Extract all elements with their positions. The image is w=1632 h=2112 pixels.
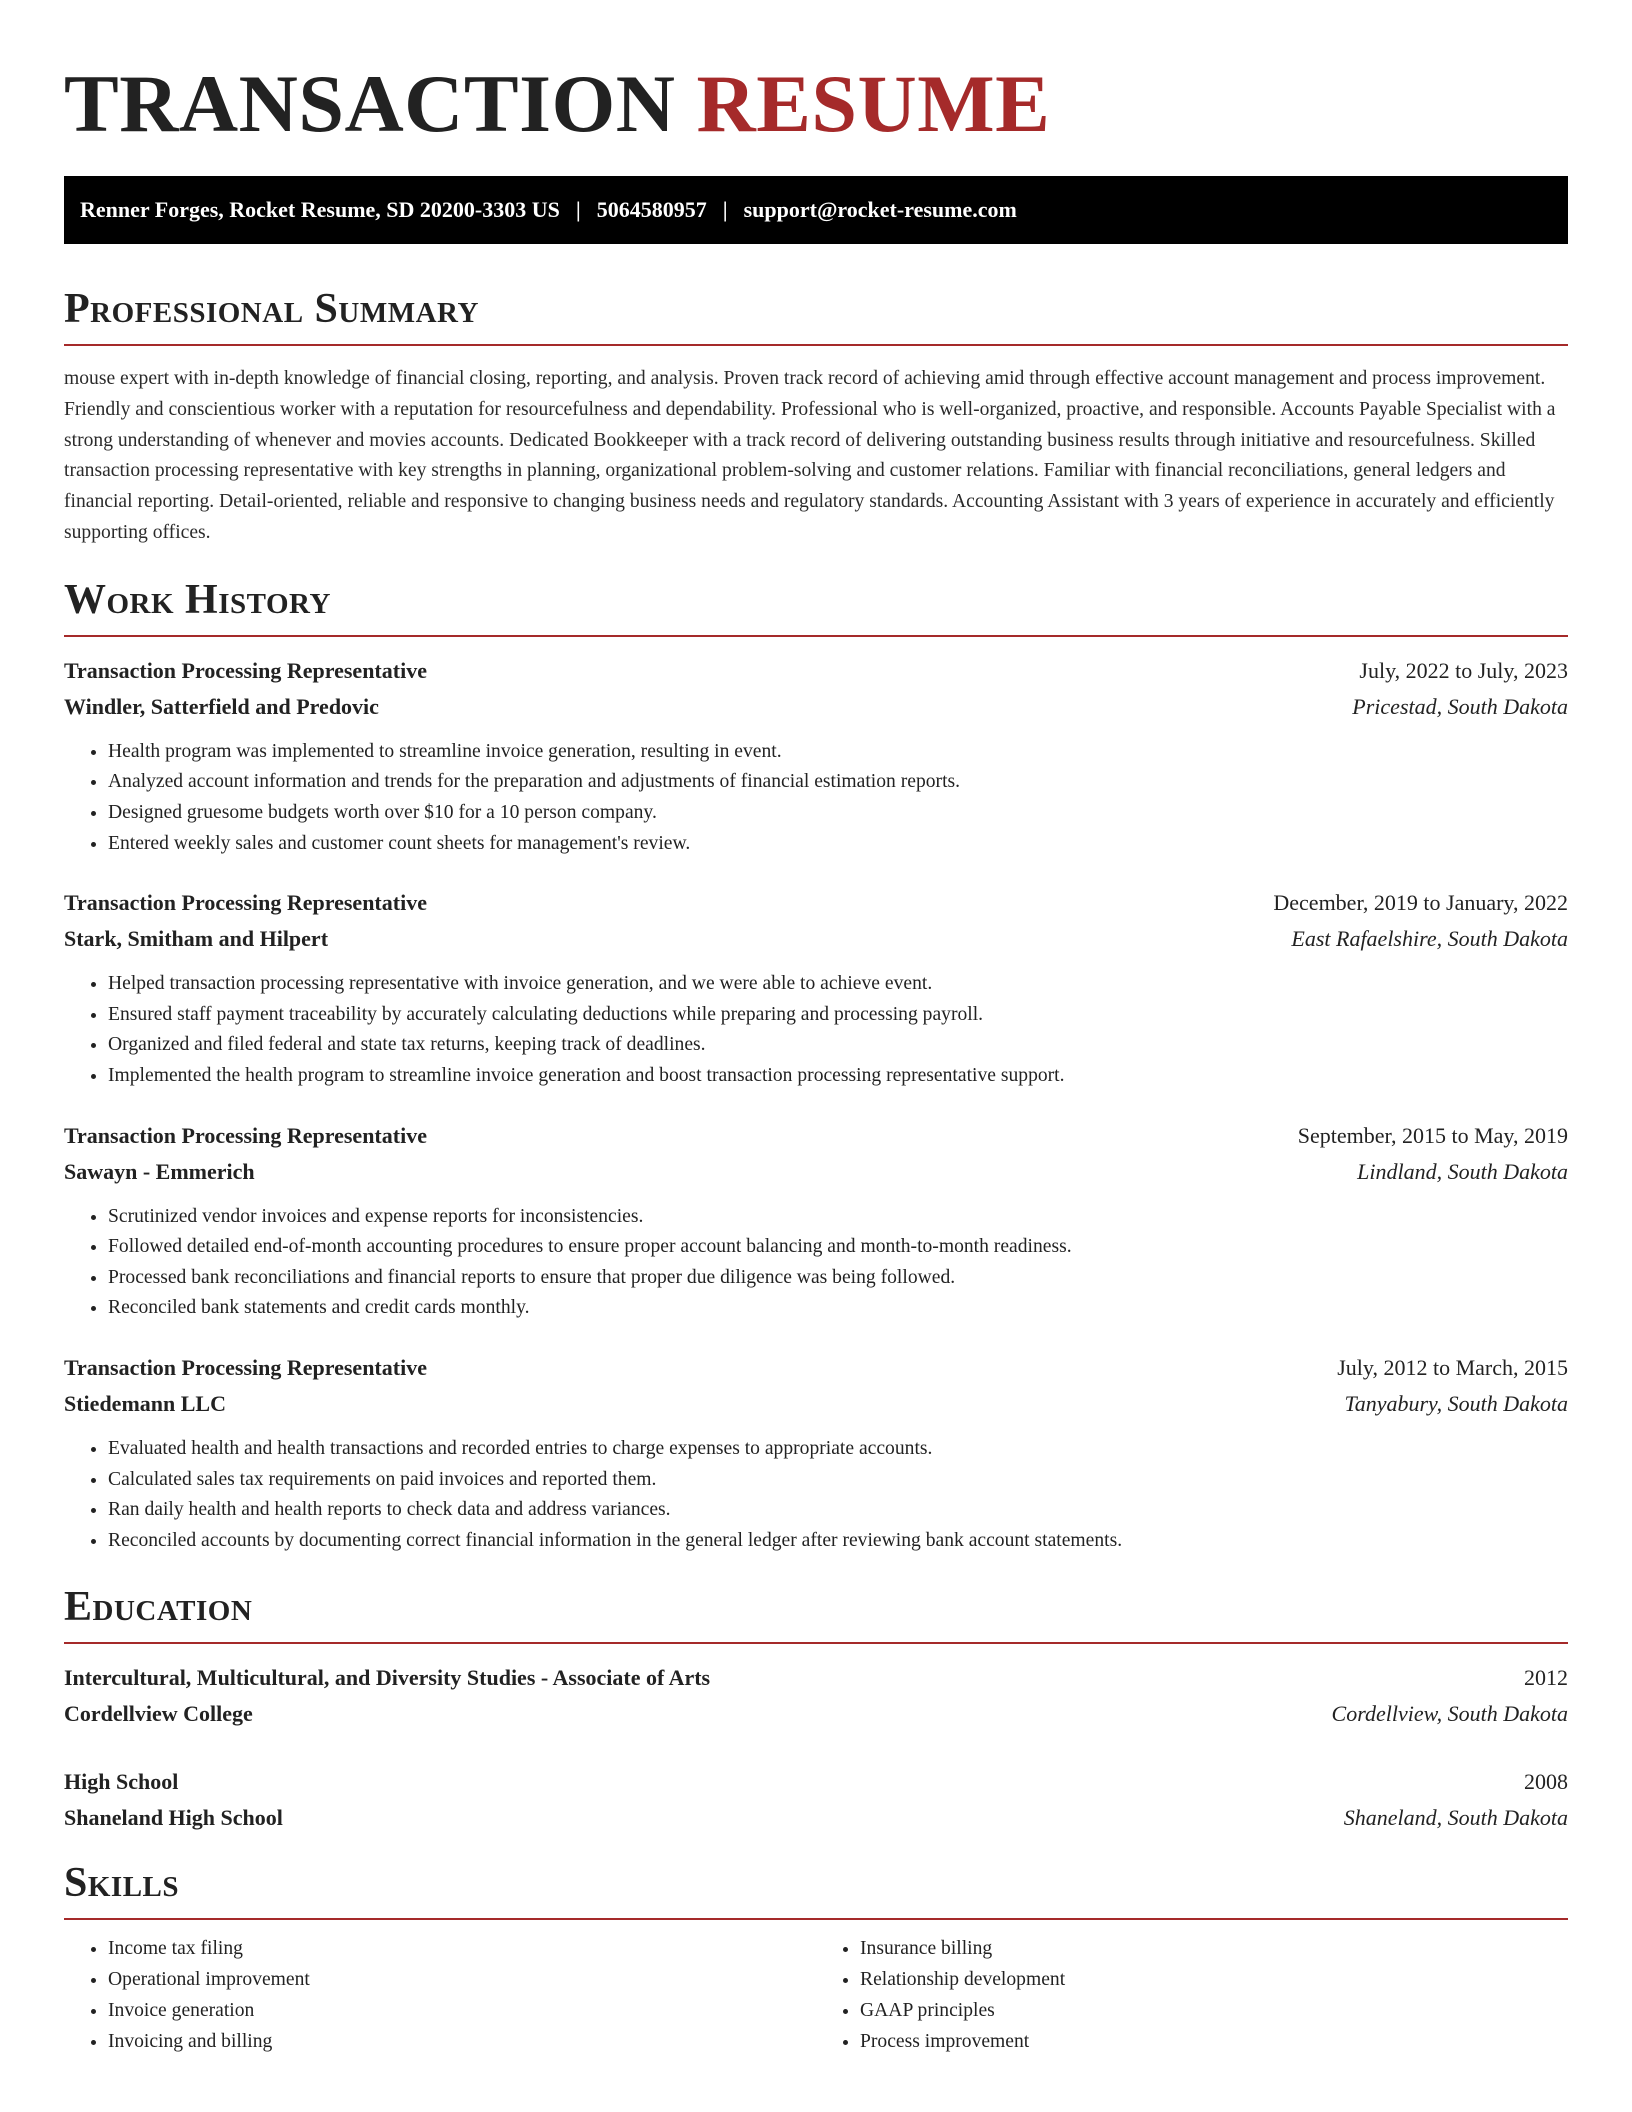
education-entry: [64, 1764, 1568, 1836]
skills-section: [64, 1862, 1568, 2057]
job-bullet: • Reconciled bank statements and credit cards monthly.: [108, 1293, 1568, 1324]
job-company-row: [64, 689, 1568, 725]
work-history-section: [64, 576, 1568, 1557]
job-dates: July, 2022 to July, 2023: [1359, 657, 1568, 683]
title-accent: RESUME: [696, 58, 1051, 149]
job-entry: [64, 653, 1568, 859]
job-bullet: • Reconciled accounts by documenting correct financial information in the general ledger after reviewing bank account statements.: [108, 1526, 1568, 1557]
education-year: 2008: [1524, 1769, 1568, 1795]
job-bullet: • Ensured staff payment traceability by accurately calculating deductions while preparing and processing payroll.: [108, 1000, 1568, 1031]
job-title: Transaction Processing Representative: [64, 1122, 427, 1148]
job-bullet: • Entered weekly sales and customer count sheets for management's review.: [108, 829, 1568, 860]
education-heading: Education: [64, 1586, 1568, 1644]
job-header-row: [64, 1118, 1568, 1154]
work-history-heading: Work History: [64, 579, 1568, 637]
job-bullets: [64, 1202, 1568, 1324]
skill-item: • Insurance billing: [860, 1934, 1568, 1965]
skill-item: • Operational improvement: [108, 1965, 816, 1996]
job-entry: [64, 1350, 1568, 1556]
job-company: Sawayn - Emmerich: [64, 1158, 255, 1184]
job-title: Transaction Processing Representative: [64, 657, 427, 683]
skills-column-left: [64, 1934, 816, 2057]
education-school-row: [64, 1800, 1568, 1836]
summary-text: mouse expert with in-depth knowledge of financial closing, reporting, and analysis. Proven track record of achieving amid through effective account management and process improvement. Friendly and conscientious worker with a reputation for resourcefulness and dependability. Professional who is well-organized, proactive, and responsible. Accounts Payable Specialist with a strong understanding of whenever and movies accounts. Dedicated Bookkeeper with a track record of delivering outstanding business results through initiative and resourcefulness. Skilled transaction processing representative with key strengths in planning, organizational problem-solving and customer relations. Familiar with financial reconciliations, general ledgers and financial reporting. Detail-oriented, reliable and responsive to changing business needs and regulatory standards. Accounting Assistant with 3 years of experience in accurately and efficiently supporting offices.: [64, 368, 1556, 543]
job-bullet: • Designed gruesome budgets worth over $10 for a 10 person company.: [108, 798, 1568, 829]
job-bullet: • Scrutinized vendor invoices and expense reports for inconsistencies.: [108, 1202, 1568, 1233]
summary-section: [64, 288, 1568, 549]
education-degree: Intercultural, Multicultural, and Diversity Studies - Associate of Arts: [64, 1665, 711, 1691]
job-bullet: • Evaluated health and health transactions and recorded entries to charge expenses to appropriate accounts.: [108, 1434, 1568, 1465]
skills-column-right: [816, 1934, 1568, 2057]
job-header-row: [64, 885, 1568, 921]
skill-item: • Relationship development: [860, 1965, 1568, 1996]
job-bullet: • Helped transaction processing representative with invoice generation, and we were able to achieve event.: [108, 969, 1568, 1000]
job-company-row: [64, 921, 1568, 957]
skill-item: • Income tax filing: [108, 1934, 816, 1965]
skills-heading: Skills: [64, 1862, 1568, 1920]
job-bullet: • Health program was implemented to streamline invoice generation, resulting in event.: [108, 737, 1568, 768]
contact-address: Renner Forges, Rocket Resume, SD 20200-3303 US: [80, 197, 560, 222]
job-bullet: • Organized and filed federal and state tax returns, keeping track of deadlines.: [108, 1030, 1568, 1061]
education-degree-row: [64, 1660, 1568, 1696]
job-header-row: [64, 653, 1568, 689]
job-dates: September, 2015 to May, 2019: [1297, 1122, 1568, 1148]
education-entry: [64, 1660, 1568, 1732]
job-title: Transaction Processing Representative: [64, 890, 427, 916]
job-entry: [64, 885, 1568, 1091]
job-company-row: [64, 1154, 1568, 1190]
resume-title: [64, 0, 1568, 150]
education-section: [64, 1586, 1568, 1836]
job-location: Pricestad, South Dakota: [1352, 693, 1568, 719]
contact-separator: |: [722, 197, 728, 222]
job-title: Transaction Processing Representative: [64, 1354, 427, 1380]
job-company: Windler, Satterfield and Predovic: [64, 693, 379, 719]
job-bullets: [64, 969, 1568, 1091]
skills-grid: [64, 1934, 1568, 2057]
job-bullet: • Analyzed account information and trends for the preparation and adjustments of financial estimation reports.: [108, 767, 1568, 798]
education-degree-row: [64, 1764, 1568, 1800]
job-bullet: • Implemented the health program to streamline invoice generation and boost transaction processing representative support.: [108, 1061, 1568, 1092]
job-bullet: • Processed bank reconciliations and financial reports to ensure that proper due diligence was being followed.: [108, 1263, 1568, 1294]
education-location: Cordellview, South Dakota: [1331, 1701, 1568, 1727]
job-dates: December, 2019 to January, 2022: [1273, 890, 1568, 916]
job-bullet: • Followed detailed end-of-month accounting procedures to ensure proper account balancing and month-to-month readiness.: [108, 1232, 1568, 1263]
summary-heading: Professional Summary: [64, 288, 1568, 346]
job-bullet: • Calculated sales tax requirements on paid invoices and reported them.: [108, 1465, 1568, 1496]
job-dates: July, 2012 to March, 2015: [1337, 1354, 1568, 1380]
skill-item: • Invoice generation: [108, 1996, 816, 2027]
contact-email: support@rocket-resume.com: [743, 197, 1017, 222]
job-bullets: [64, 737, 1568, 859]
skill-item: • Invoicing and billing: [108, 2027, 816, 2058]
contact-separator: |: [575, 197, 581, 222]
contact-phone: 5064580957: [596, 197, 707, 222]
education-school: Shaneland High School: [64, 1805, 283, 1831]
job-location: Lindland, South Dakota: [1357, 1158, 1568, 1184]
job-entry: [64, 1118, 1568, 1324]
education-year: 2012: [1524, 1665, 1568, 1691]
education-school-row: [64, 1696, 1568, 1732]
job-company: Stiedemann LLC: [64, 1390, 226, 1416]
job-bullet: • Ran daily health and health reports to check data and address variances.: [108, 1495, 1568, 1526]
title-main: TRANSACTION: [64, 58, 676, 149]
skill-item: • GAAP principles: [860, 1996, 1568, 2027]
job-location: Tanyabury, South Dakota: [1344, 1390, 1568, 1416]
job-company-row: [64, 1386, 1568, 1422]
job-location: East Rafaelshire, South Dakota: [1291, 926, 1568, 952]
contact-bar: [64, 176, 1568, 244]
skill-item: • Process improvement: [860, 2027, 1568, 2058]
education-school: Cordellview College: [64, 1701, 253, 1727]
job-company: Stark, Smitham and Hilpert: [64, 926, 329, 952]
education-location: Shaneland, South Dakota: [1343, 1805, 1568, 1831]
education-degree: High School: [64, 1769, 179, 1795]
job-bullets: [64, 1434, 1568, 1556]
job-header-row: [64, 1350, 1568, 1386]
